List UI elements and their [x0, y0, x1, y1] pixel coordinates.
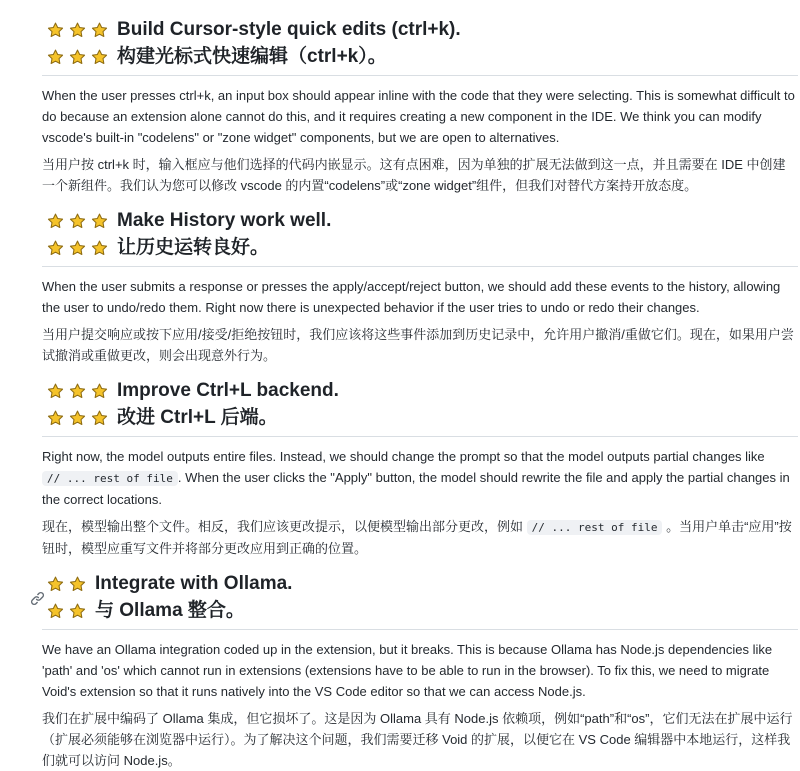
readme-document	[42, 16, 798, 771]
heading-text-zh: 让历史运转良好。	[117, 237, 270, 258]
section-heading	[42, 207, 798, 267]
inline-code: // ... rest of file	[42, 471, 178, 486]
heading-title-zh	[42, 43, 798, 70]
heading-title-en	[42, 570, 798, 597]
star-icon	[46, 212, 65, 230]
star-icon	[68, 21, 87, 39]
heading-text-zh: 构建光标式快速编辑（ctrl+k）。	[117, 46, 387, 67]
section-heading	[42, 377, 798, 437]
todo-section-3	[42, 377, 798, 559]
star-icon	[68, 239, 87, 257]
star-icon	[90, 409, 109, 427]
heading-text-en: Improve Ctrl+L backend.	[117, 380, 339, 401]
star-icon	[90, 48, 109, 66]
paragraph-zh: 当用户按 ctrl+k 时，输入框应与他们选择的代码内嵌显示。这有点困难，因为单独的扩展无法做到这一点，并且需要在 IDE 中创建一个新组件。我们认为您可以修改 vscode 的内置“codelens”或“zone widget”组件，但我们对替代方案持开放态度。	[42, 157, 786, 193]
heading-text-zh: 与 Ollama 整合。	[95, 600, 245, 621]
star-icon	[46, 409, 65, 427]
star-icon	[68, 602, 87, 620]
heading-title-en	[42, 207, 798, 234]
section-heading	[42, 16, 798, 76]
heading-title-zh	[42, 234, 798, 261]
heading-title-en	[42, 16, 798, 43]
star-icon	[46, 48, 65, 66]
heading-title-en	[42, 377, 798, 404]
paragraph-en: We have an Ollama integration coded up in the extension, but it breaks. This is because Ollama has Node.js dependencies like 'path' and 'os' which cannot run in extensions (extensions have to be able to run in the browser). To fix this, we need to migrate Void's extension so that it runs natively into the VS Code editor so that we can access Node.js.	[42, 642, 773, 699]
star-icon	[68, 409, 87, 427]
link-anchor-icon[interactable]	[30, 591, 45, 606]
todo-section-4	[42, 570, 798, 771]
heading-title-zh	[42, 404, 798, 431]
inline-code: // ... rest of file	[527, 520, 663, 535]
star-icon	[46, 382, 65, 400]
star-icon	[90, 239, 109, 257]
heading-text-en: Build Cursor-style quick edits (ctrl+k).	[117, 19, 461, 40]
todo-section-2	[42, 207, 798, 366]
paragraph-zh: 我们在扩展中编码了 Ollama 集成，但它损坏了。这是因为 Ollama 具有 Node.js 依赖项，例如“path”和“os”，它们无法在扩展中运行（扩展必须能够在浏览器中运行）。为了解决这个问题，我们需要迁移 Void 的扩展，以便它在 VS Code 编辑器中本地运行，这样我们就可以访问 Node.js。	[42, 711, 793, 768]
heading-text-en: Integrate with Ollama.	[95, 573, 293, 594]
star-icon	[46, 239, 65, 257]
heading-text-zh: 改进 Ctrl+L 后端。	[117, 407, 278, 428]
paragraph-en: Right now, the model outputs entire files. Instead, we should change the prompt so that the model outputs partial changes like // ... rest of file . When the user clicks the "Apply" button, the model should rewrite the file and apply the partial changes in the correct locations.	[42, 449, 790, 507]
star-icon	[90, 212, 109, 230]
star-icon	[46, 575, 65, 593]
paragraph-en: When the user presses ctrl+k, an input box should appear inline with the code that they were selecting. This is somewhat difficult to do because an extension alone cannot do this, and it requires creating a new component in the IDE. We think you can modify vscode's built-in "codelens" or "zone widget" components, but we are open to alternatives.	[42, 88, 795, 145]
heading-text-en: Make History work well.	[117, 210, 332, 231]
star-icon	[68, 212, 87, 230]
paragraph-en: When the user submits a response or presses the apply/accept/reject button, we should add these events to the history, allowing the user to undo/redo them. Right now there is unexpected behavior if the user tries to undo or redo their changes.	[42, 279, 781, 315]
star-icon	[68, 48, 87, 66]
todo-section-1	[42, 16, 798, 196]
star-icon	[46, 602, 65, 620]
sections	[42, 16, 798, 771]
paragraph-zh: 现在，模型输出整个文件。相反，我们应该更改提示，以便模型输出部分更改，例如 // ... rest of file 。当用户单击“应用”按钮时，模型应重写文件并将部分更改应用到正确的位置。	[42, 519, 792, 556]
star-icon	[90, 21, 109, 39]
star-icon	[90, 382, 109, 400]
section-heading	[42, 570, 798, 630]
paragraph-zh: 当用户提交响应或按下应用/接受/拒绝按钮时，我们应该将这些事件添加到历史记录中，允许用户撤消/重做它们。现在，如果用户尝试撤消或重做更改，则会出现意外行为。	[42, 327, 794, 363]
heading-title-zh	[42, 597, 798, 624]
star-icon	[46, 21, 65, 39]
star-icon	[68, 575, 87, 593]
star-icon	[68, 382, 87, 400]
